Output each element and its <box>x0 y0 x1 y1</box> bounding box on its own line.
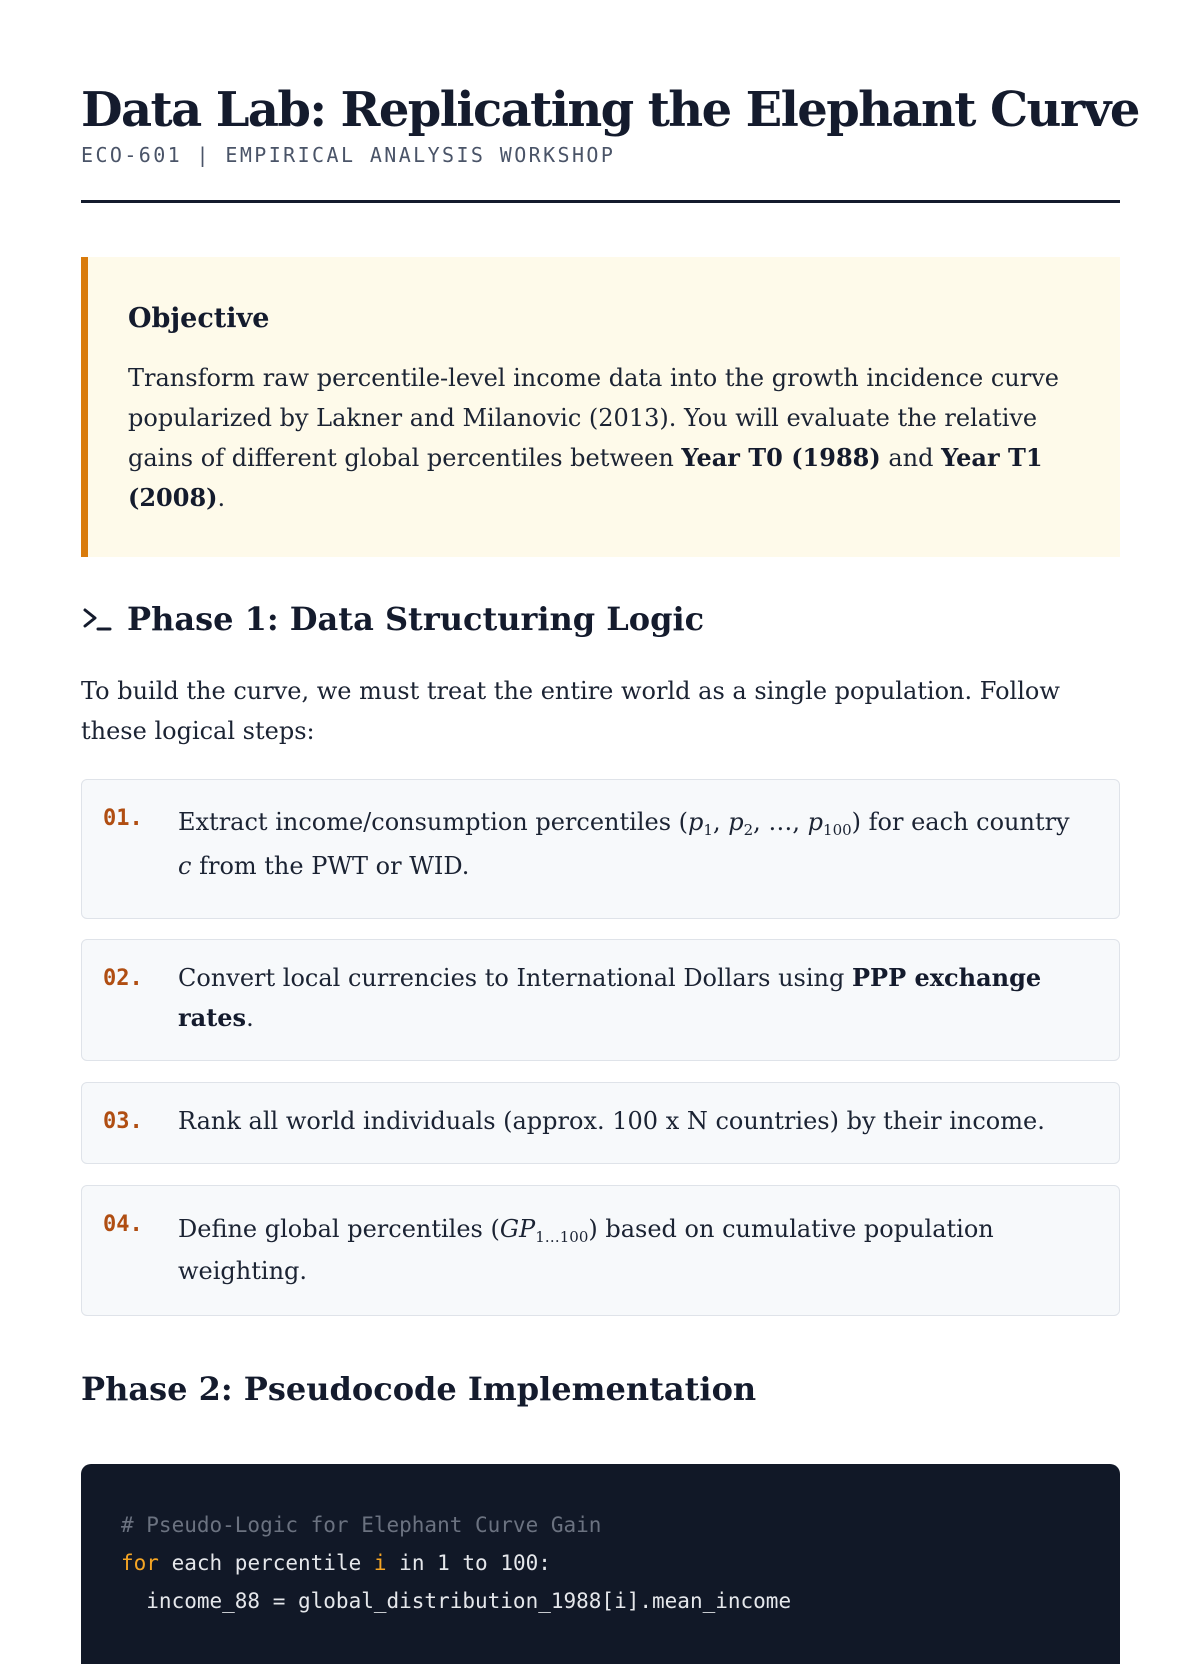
step-number: 02. <box>103 966 143 991</box>
math-var: p <box>728 808 744 836</box>
step-text <box>178 958 1089 1038</box>
objective-text-part: . <box>217 484 226 512</box>
math-var: GP <box>499 1215 536 1243</box>
math-sub: 1…100 <box>535 1228 589 1246</box>
step-card-04 <box>81 1185 1120 1316</box>
terminal-prompt-icon <box>81 602 127 636</box>
code-text: each percentile <box>158 1551 374 1575</box>
objective-text-part: Transform raw percentile-level income data into the growth incidence curve popularized by Lakner and Milanovic (2013). You will evaluate the relative gains of different global percentiles between <box>128 364 1059 472</box>
math-var: p <box>688 808 704 836</box>
phase1-intro: To build the curve, we must treat the entire world as a single population. Follow these logical steps: <box>81 677 1060 745</box>
objective-text <box>128 358 1080 518</box>
step-card-02 <box>81 939 1120 1061</box>
code-keyword-for: for <box>121 1551 159 1575</box>
year-t0: Year T0 (1988) <box>681 443 881 472</box>
phase2-heading: Phase 2: Pseudocode Implementation <box>81 1370 757 1408</box>
page-title: Data Lab: Replicating the Elephant Curve <box>81 82 1139 138</box>
step-card-01 <box>81 779 1120 919</box>
phase1-title: Phase 1: Data Structuring Logic <box>127 600 705 638</box>
math-c: c <box>178 852 192 880</box>
math-gp <box>499 1215 589 1246</box>
step-number: 04. <box>103 1212 143 1237</box>
pseudocode-block <box>81 1464 1120 1664</box>
math-p100 <box>807 808 852 839</box>
math-var: p <box>807 808 824 836</box>
code-line: income_88 = global_distribution_1988[i].mean_income <box>121 1589 792 1613</box>
objective-text-part: and <box>880 444 942 472</box>
step-card-03 <box>81 1082 1120 1164</box>
code-comment: # Pseudo-Logic for Elephant Curve Gain <box>121 1513 602 1537</box>
course-subtitle: ECO-601 | EMPIRICAL ANALYSIS WORKSHOP <box>81 143 616 167</box>
step-number: 01. <box>103 806 143 831</box>
math-sub: 2 <box>743 821 754 839</box>
step-text-part: ) for each country <box>851 808 1070 836</box>
math-ellipsis: … <box>768 808 793 836</box>
header-divider <box>81 200 1120 203</box>
math-p1 <box>688 808 713 839</box>
step-text-part: . <box>246 1004 254 1032</box>
step-text-part: Extract income/consumption percentiles ( <box>178 808 689 836</box>
math-sub: 1 <box>703 821 713 839</box>
step-text-bold: PPP exchange rates <box>178 963 1042 1032</box>
step-text-part: ) based on cumulative population weighting. <box>178 1215 994 1285</box>
step-text: Rank all world individuals (approx. 100 x N countries) by their income. <box>178 1107 1045 1135</box>
objective-heading: Objective <box>128 303 270 334</box>
code-text: in 1 to 100: <box>386 1551 551 1575</box>
step-text-part: Convert local currencies to International Dollars using <box>178 964 852 992</box>
code-var-i: i <box>373 1551 387 1575</box>
math-sub: 100 <box>823 821 852 839</box>
math-p2 <box>728 808 754 839</box>
step-number: 03. <box>103 1109 143 1134</box>
step-text: Extract income/consumption percentiles ($p_1$, $p_2$, …, $p_{100}$) for each country c from the PWT or WID. <box>178 808 1070 880</box>
step-text-part: from the PWT or WID. <box>191 852 470 880</box>
phase1-heading <box>81 600 704 638</box>
step-text-part: Define global percentiles ( <box>178 1215 500 1243</box>
step-text <box>178 1208 1089 1292</box>
year-t1: Year T1 (2008) <box>128 443 1043 512</box>
objective-callout <box>81 257 1120 557</box>
